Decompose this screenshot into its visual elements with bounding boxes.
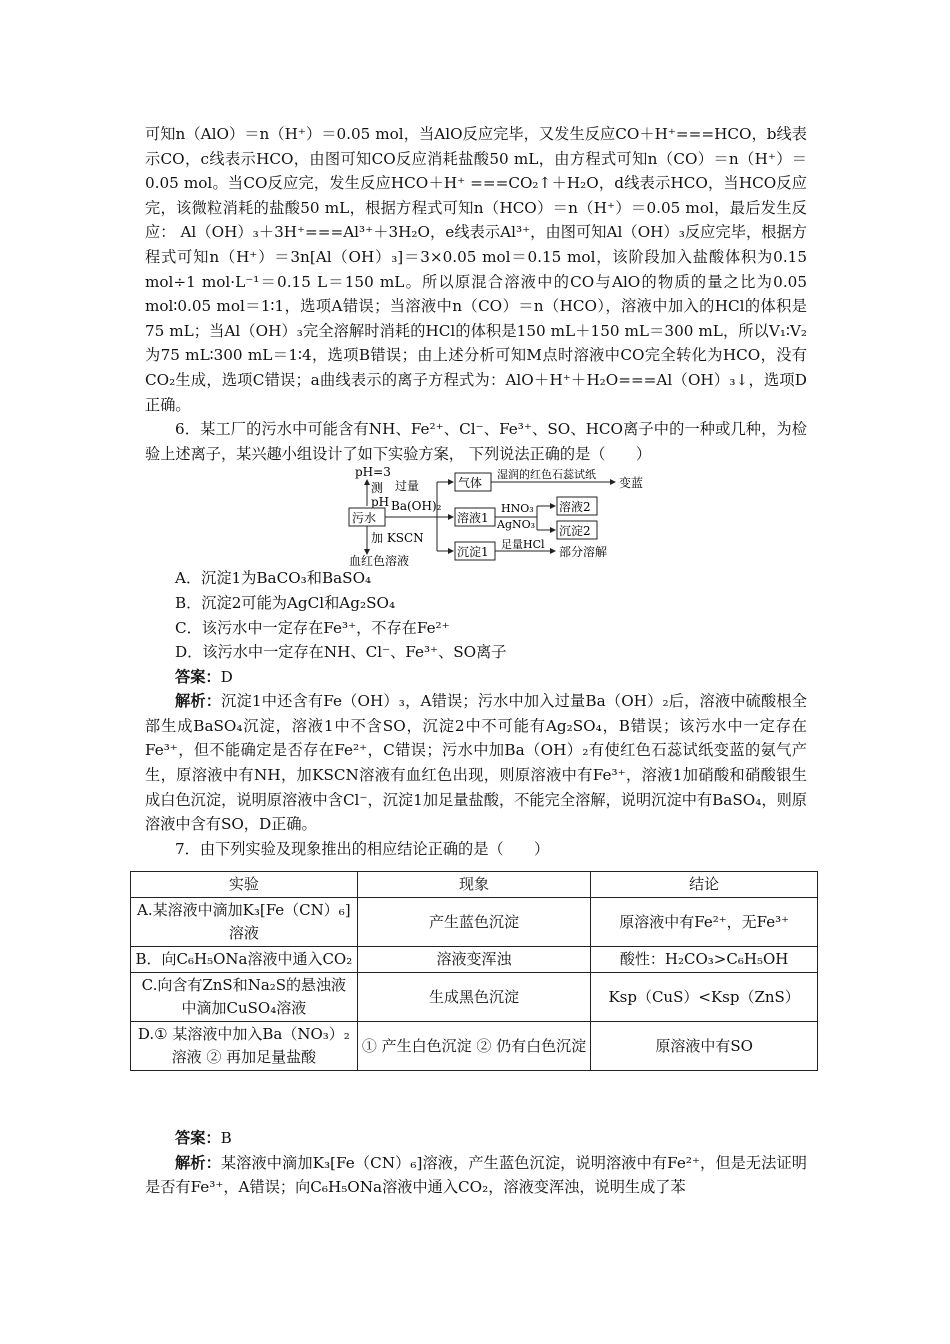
- partial-dissolve-label: 部分溶解: [559, 545, 608, 560]
- table-cell: 原溶液中有Fe²⁺，无Fe³⁺: [591, 898, 818, 947]
- solution2-label: 溶液2: [559, 500, 591, 515]
- answer-label: 答案：: [175, 667, 221, 686]
- q6-analysis: [145, 689, 807, 837]
- analysis-text: 沉淀1中还含有Fe（OH）₃，A错误；污水中加入过量Ba（OH）₂后，溶液中硫酸根全部生成BaSO₄沉淀，溶液1中不含SO，沉淀2中不可能有Ag₂SO₄，B错误；该污水中一定存在Fe³⁺，但不能确定是否存在Fe²⁺，C错误；污水中加Ba（OH）₂有使红色石蕊试纸变蓝的氨气产生，原溶液中有NH，加KSCN溶液有血红色出现，则原溶液中有Fe³⁺，溶液1加硝酸和硝酸银生成白色沉淀，说明原溶液中含Cl⁻，沉淀1加足量盐酸，不能完全溶解，说明沉淀中有BaSO₄，则原溶液中含有SO，D正确。: [145, 692, 807, 834]
- q7-table: [130, 871, 818, 1071]
- agno3-label: AgNO₃: [497, 518, 536, 532]
- precipitate1-label: 沉淀1: [457, 545, 489, 560]
- table-cell: Ksp（CuS）<Ksp（ZnS）: [591, 973, 818, 1022]
- litmus-label: 湿润的红色石蕊试纸: [497, 468, 596, 482]
- q6-stem: 6．某工厂的污水中可能含有NH、Fe²⁺、Cl⁻、Fe³⁺、SO、HCO离子中的一种或几种，为检验上述离子，某兴趣小组设计了如下实验方案， 下列说法正确的是（ ）: [145, 420, 807, 463]
- hno3-label: HNO₃: [501, 502, 534, 516]
- measure-label: 测: [371, 481, 384, 496]
- gas-label: 气体: [458, 476, 483, 491]
- table-cell: 原溶液中有SO: [591, 1022, 818, 1071]
- table-cell: A.某溶液中滴加K₃[Fe（CN）₆]溶液: [131, 898, 358, 947]
- excess-label: 过量: [395, 479, 420, 494]
- analysis-label: 解析：: [175, 692, 222, 711]
- table-cell: D.① 某溶液中加入Ba（NO₃）₂溶液 ② 再加足量盐酸: [131, 1022, 358, 1071]
- q7-answer: [145, 1126, 807, 1151]
- baoh2-label: Ba(OH)₂: [391, 499, 442, 514]
- table-header: 结论: [591, 872, 818, 898]
- table-row: [131, 1022, 818, 1071]
- table-cell: C.向含有ZnS和Na₂S的悬浊液中滴加CuSO₄溶液: [131, 973, 358, 1022]
- ph-measure-label: pH: [371, 495, 390, 510]
- q7-stem: 7．由下列实验及现象推出的相应结论正确的是（ ）: [175, 839, 550, 858]
- answer-value: D: [220, 667, 233, 686]
- analysis-label: 解析：: [175, 1153, 221, 1172]
- table-cell: 生成黑色沉淀: [357, 973, 591, 1022]
- table-header: 现象: [357, 872, 591, 898]
- table-cell: 溶液变浑浊: [357, 947, 591, 973]
- table-row: [131, 898, 818, 947]
- q6-option-b: B．沉淀2可能为AgCl和Ag₂SO₄: [175, 593, 396, 612]
- q5-analysis-paragraph: 可知n（AlO）＝n（H⁺）＝0.05 mol，当AlO反应完毕，又发生反应CO＋H⁺===HCO，b线表示CO，c线表示HCO，由图可知CO反应消耗盐酸50 mL，由方程式可知n（CO）＝n（H⁺）＝0.05 mol。当CO反应完，发生反应HCO＋H⁺ ===CO₂↑＋H₂O，d线表示HCO，当HCO反应完，该微粒消耗的盐酸50 mL，根据方程式可知n（HCO）＝n（H⁺）＝0.05 mol，最后发生反应： Al（OH）₃＋3H⁺===Al³⁺＋3H₂O，e线表示Al³⁺，由图可知Al（OH）₃反应完毕，根据方程式可知n（H⁺）＝3n[Al（OH）₃]＝3×0.05 mol＝0.15 mol，该阶段加入盐酸体积为0.15 mol÷1 mol·L⁻¹＝0.15 L＝150 mL。所以原混合溶液中的CO与AlO的物质的量之比为0.05 mol∶0.05 mol＝1∶1，选项A错误；当溶液中n（CO）＝n（HCO），溶液中加入的HCl的体积是75 mL；当Al（OH）₃完全溶解时消耗的HCl的体积是150 mL＋150 mL＝300 mL，所以V₁∶V₂为75 mL∶300 mL＝1∶4，选项B错误；由上述分析可知M点时溶液中CO完全转化为HCO，没有CO₂生成，选项C错误；a曲线表示的离子方程式为：AlO＋H⁺＋H₂O===Al（OH）₃↓，选项D正确。: [145, 125, 807, 414]
- q6-flow-diagram: [145, 466, 807, 566]
- table-cell: ① 产生白色沉淀 ② 仍有白色沉淀: [357, 1022, 591, 1071]
- q6-option-a: A．沉淀1为BaCO₃和BaSO₄: [175, 569, 372, 588]
- q6-option-c: C．该污水中一定存在Fe³⁺，不存在Fe²⁺: [175, 618, 450, 637]
- wastewater-label: 污水: [352, 511, 377, 526]
- add-kscn-label: 加 KSCN: [371, 531, 424, 546]
- answer-value: B: [220, 1129, 232, 1147]
- answer-label: 答案：: [175, 1129, 221, 1147]
- blood-red-label: 血红色溶液: [349, 554, 410, 567]
- table-cell: 产生蓝色沉淀: [357, 898, 591, 947]
- q7-analysis: [145, 1151, 807, 1200]
- analysis-text: 某溶液中滴加K₃[Fe（CN）₆]溶液，产生蓝色沉淀，说明溶液中有Fe²⁺，但是无法证明是否有Fe³⁺，A错误；向C₆H₅ONa溶液中通入CO₂，溶液变浑浊，说明生成了苯: [145, 1153, 807, 1197]
- table-row: [131, 973, 818, 1022]
- q6-option-d: D．该污水中一定存在NH、Cl⁻、Fe³⁺、SO离子: [175, 643, 507, 662]
- turns-blue-label: 变蓝: [619, 476, 644, 491]
- excess-hcl-label: 足量HCl: [501, 538, 545, 552]
- table-cell: B．向C₆H₅ONa溶液中通入CO₂: [131, 947, 358, 973]
- document-body: [145, 122, 807, 861]
- solution1-label: 溶液1: [457, 511, 489, 526]
- table-header-row: [131, 872, 818, 898]
- q6-answer: [145, 665, 807, 690]
- q7-answer-section: [145, 1126, 807, 1200]
- table-header: 实验: [131, 872, 358, 898]
- table-row: [131, 947, 818, 973]
- precipitate2-label: 沉淀2: [559, 524, 591, 539]
- table-cell: 酸性：H₂CO₃>C₆H₅OH: [591, 947, 818, 973]
- ph-label: pH=3: [355, 466, 391, 480]
